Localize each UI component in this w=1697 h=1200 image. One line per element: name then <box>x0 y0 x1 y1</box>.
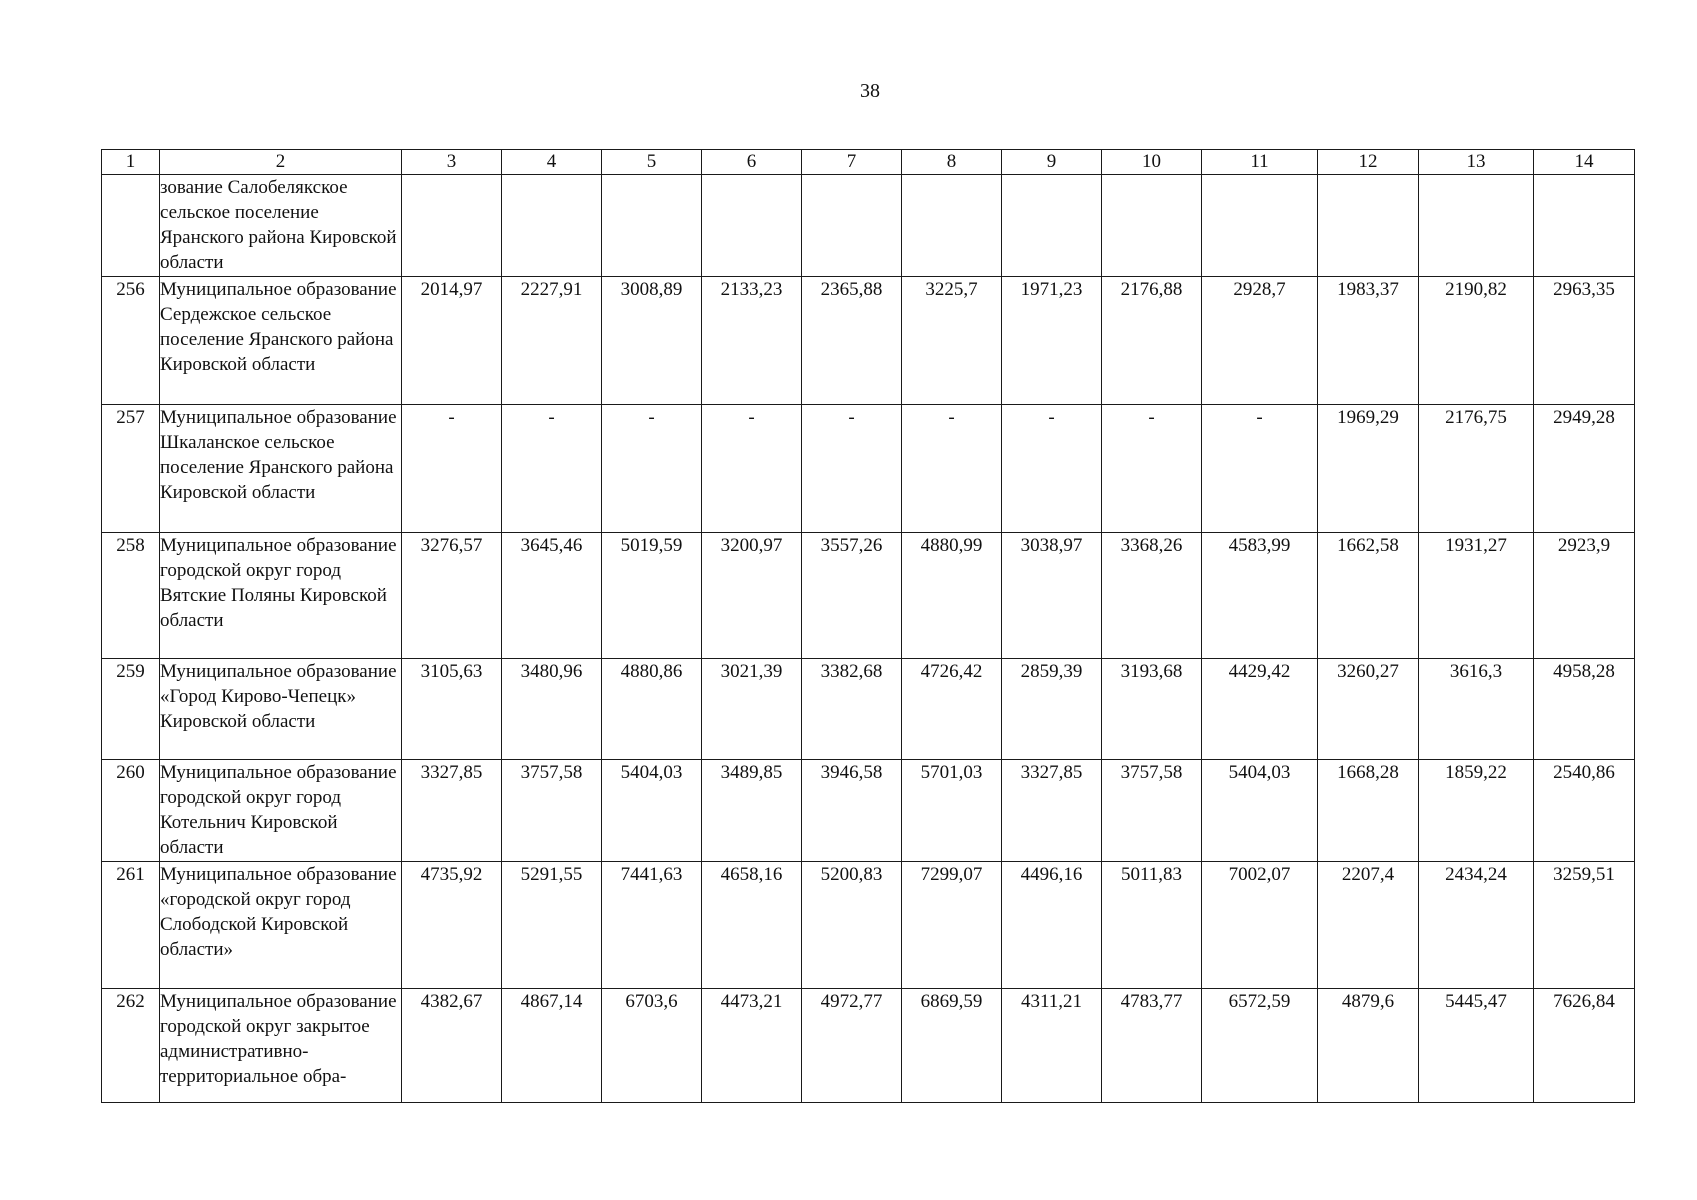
value-cell: 2190,82 <box>1419 277 1534 405</box>
value-cell: 3327,85 <box>1002 760 1102 862</box>
row-number <box>102 175 160 277</box>
row-number: 262 <box>102 989 160 1103</box>
row-number: 256 <box>102 277 160 405</box>
value-cell: 4473,21 <box>702 989 802 1103</box>
column-header: 4 <box>502 150 602 175</box>
value-cell: 1931,27 <box>1419 533 1534 659</box>
column-header: 10 <box>1102 150 1202 175</box>
column-header: 3 <box>402 150 502 175</box>
value-cell <box>502 175 602 277</box>
value-cell: 6572,59 <box>1202 989 1318 1103</box>
value-cell: 2859,39 <box>1002 659 1102 760</box>
value-cell: 3327,85 <box>402 760 502 862</box>
value-cell: 4583,99 <box>1202 533 1318 659</box>
value-cell: 7299,07 <box>902 862 1002 989</box>
value-cell: 4735,92 <box>402 862 502 989</box>
value-cell: 3480,96 <box>502 659 602 760</box>
row-number: 257 <box>102 405 160 533</box>
value-cell: 4726,42 <box>902 659 1002 760</box>
value-cell: 4429,42 <box>1202 659 1318 760</box>
page-number: 38 <box>860 80 880 102</box>
value-cell <box>1419 175 1534 277</box>
value-cell: - <box>602 405 702 533</box>
row-number: 260 <box>102 760 160 862</box>
value-cell: 4879,6 <box>1318 989 1419 1103</box>
municipality-name: Муниципальное образование Сердежское сельское поселение Яранского района Кировской области <box>160 277 402 405</box>
column-header: 9 <box>1002 150 1102 175</box>
table-row <box>102 175 1635 277</box>
value-cell <box>1202 175 1318 277</box>
value-cell: - <box>502 405 602 533</box>
value-cell <box>602 175 702 277</box>
value-cell: 5291,55 <box>502 862 602 989</box>
table-row <box>102 760 1635 862</box>
value-cell: 4382,67 <box>402 989 502 1103</box>
column-header: 12 <box>1318 150 1419 175</box>
value-cell: 3200,97 <box>702 533 802 659</box>
value-cell: 5445,47 <box>1419 989 1534 1103</box>
municipality-name: зование Салобелякское сельское поселение Яранского района Кировской области <box>160 175 402 277</box>
value-cell <box>1002 175 1102 277</box>
column-header: 2 <box>160 150 402 175</box>
column-header: 14 <box>1534 150 1635 175</box>
value-cell: 5404,03 <box>1202 760 1318 862</box>
municipality-name: Муниципальное образование Шкаланское сельское поселение Яранского района Кировской области <box>160 405 402 533</box>
value-cell: 3276,57 <box>402 533 502 659</box>
value-cell: 5404,03 <box>602 760 702 862</box>
value-cell: 2207,4 <box>1318 862 1419 989</box>
value-cell: 3382,68 <box>802 659 902 760</box>
value-cell: 2949,28 <box>1534 405 1635 533</box>
value-cell: 2923,9 <box>1534 533 1635 659</box>
value-cell: - <box>902 405 1002 533</box>
row-number: 258 <box>102 533 160 659</box>
value-cell: 3645,46 <box>502 533 602 659</box>
value-cell <box>402 175 502 277</box>
municipality-name: Муниципальное образование городской округ город Вятские Поляны Кировской области <box>160 533 402 659</box>
value-cell: 7626,84 <box>1534 989 1635 1103</box>
value-cell: 4958,28 <box>1534 659 1635 760</box>
value-cell: 3038,97 <box>1002 533 1102 659</box>
value-cell: 7002,07 <box>1202 862 1318 989</box>
municipality-name: Муниципальное образование «городской округ город Слободской Кировской области» <box>160 862 402 989</box>
value-cell: 4496,16 <box>1002 862 1102 989</box>
value-cell: 4972,77 <box>802 989 902 1103</box>
value-cell: 2365,88 <box>802 277 902 405</box>
column-header: 7 <box>802 150 902 175</box>
value-cell: 3757,58 <box>502 760 602 862</box>
column-header: 6 <box>702 150 802 175</box>
column-header: 1 <box>102 150 160 175</box>
value-cell <box>702 175 802 277</box>
value-cell <box>802 175 902 277</box>
row-number: 261 <box>102 862 160 989</box>
column-header: 5 <box>602 150 702 175</box>
value-cell: 3557,26 <box>802 533 902 659</box>
value-cell: 3008,89 <box>602 277 702 405</box>
table-row <box>102 862 1635 989</box>
value-cell: 1969,29 <box>1318 405 1419 533</box>
value-cell: 3489,85 <box>702 760 802 862</box>
data-table <box>101 149 1635 1103</box>
table-row <box>102 659 1635 760</box>
value-cell: 3105,63 <box>402 659 502 760</box>
municipality-name: Муниципальное образование городской округ закрытое административно-территориальное обра- <box>160 989 402 1103</box>
value-cell: 4311,21 <box>1002 989 1102 1103</box>
value-cell: 1668,28 <box>1318 760 1419 862</box>
municipality-name: Муниципальное образование городской округ город Котельнич Кировской области <box>160 760 402 862</box>
value-cell: 4880,86 <box>602 659 702 760</box>
value-cell: 5701,03 <box>902 760 1002 862</box>
municipality-name: Муниципальное образование «Город Кирово-Чепецк» Кировской области <box>160 659 402 760</box>
value-cell: 2963,35 <box>1534 277 1635 405</box>
value-cell: 4880,99 <box>902 533 1002 659</box>
value-cell: 3193,68 <box>1102 659 1202 760</box>
value-cell: 3946,58 <box>802 760 902 862</box>
value-cell: 7441,63 <box>602 862 702 989</box>
value-cell <box>1102 175 1202 277</box>
value-cell: 1971,23 <box>1002 277 1102 405</box>
value-cell <box>902 175 1002 277</box>
value-cell: 3368,26 <box>1102 533 1202 659</box>
value-cell: 2176,75 <box>1419 405 1534 533</box>
header-row <box>102 150 1635 175</box>
value-cell: 3021,39 <box>702 659 802 760</box>
value-cell: 3225,7 <box>902 277 1002 405</box>
value-cell: 4783,77 <box>1102 989 1202 1103</box>
value-cell: 4867,14 <box>502 989 602 1103</box>
table-row <box>102 405 1635 533</box>
value-cell: 2540,86 <box>1534 760 1635 862</box>
table-row <box>102 533 1635 659</box>
value-cell: 5200,83 <box>802 862 902 989</box>
value-cell: - <box>802 405 902 533</box>
value-cell: 6869,59 <box>902 989 1002 1103</box>
value-cell: 1859,22 <box>1419 760 1534 862</box>
table-row <box>102 277 1635 405</box>
value-cell: 4658,16 <box>702 862 802 989</box>
value-cell: - <box>402 405 502 533</box>
value-cell <box>1318 175 1419 277</box>
value-cell: 1662,58 <box>1318 533 1419 659</box>
value-cell: 2014,97 <box>402 277 502 405</box>
value-cell: - <box>1202 405 1318 533</box>
value-cell: 1983,37 <box>1318 277 1419 405</box>
value-cell: - <box>1102 405 1202 533</box>
value-cell: - <box>1002 405 1102 533</box>
column-header: 11 <box>1202 150 1318 175</box>
value-cell: 3757,58 <box>1102 760 1202 862</box>
value-cell: 2434,24 <box>1419 862 1534 989</box>
value-cell: 6703,6 <box>602 989 702 1103</box>
column-header: 13 <box>1419 150 1534 175</box>
value-cell: 3259,51 <box>1534 862 1635 989</box>
value-cell: 5019,59 <box>602 533 702 659</box>
value-cell: 2227,91 <box>502 277 602 405</box>
value-cell: 2928,7 <box>1202 277 1318 405</box>
column-header: 8 <box>902 150 1002 175</box>
value-cell: 2133,23 <box>702 277 802 405</box>
value-cell: 3260,27 <box>1318 659 1419 760</box>
row-number: 259 <box>102 659 160 760</box>
value-cell: 3616,3 <box>1419 659 1534 760</box>
value-cell: - <box>702 405 802 533</box>
value-cell: 5011,83 <box>1102 862 1202 989</box>
value-cell <box>1534 175 1635 277</box>
table-row <box>102 989 1635 1103</box>
value-cell: 2176,88 <box>1102 277 1202 405</box>
